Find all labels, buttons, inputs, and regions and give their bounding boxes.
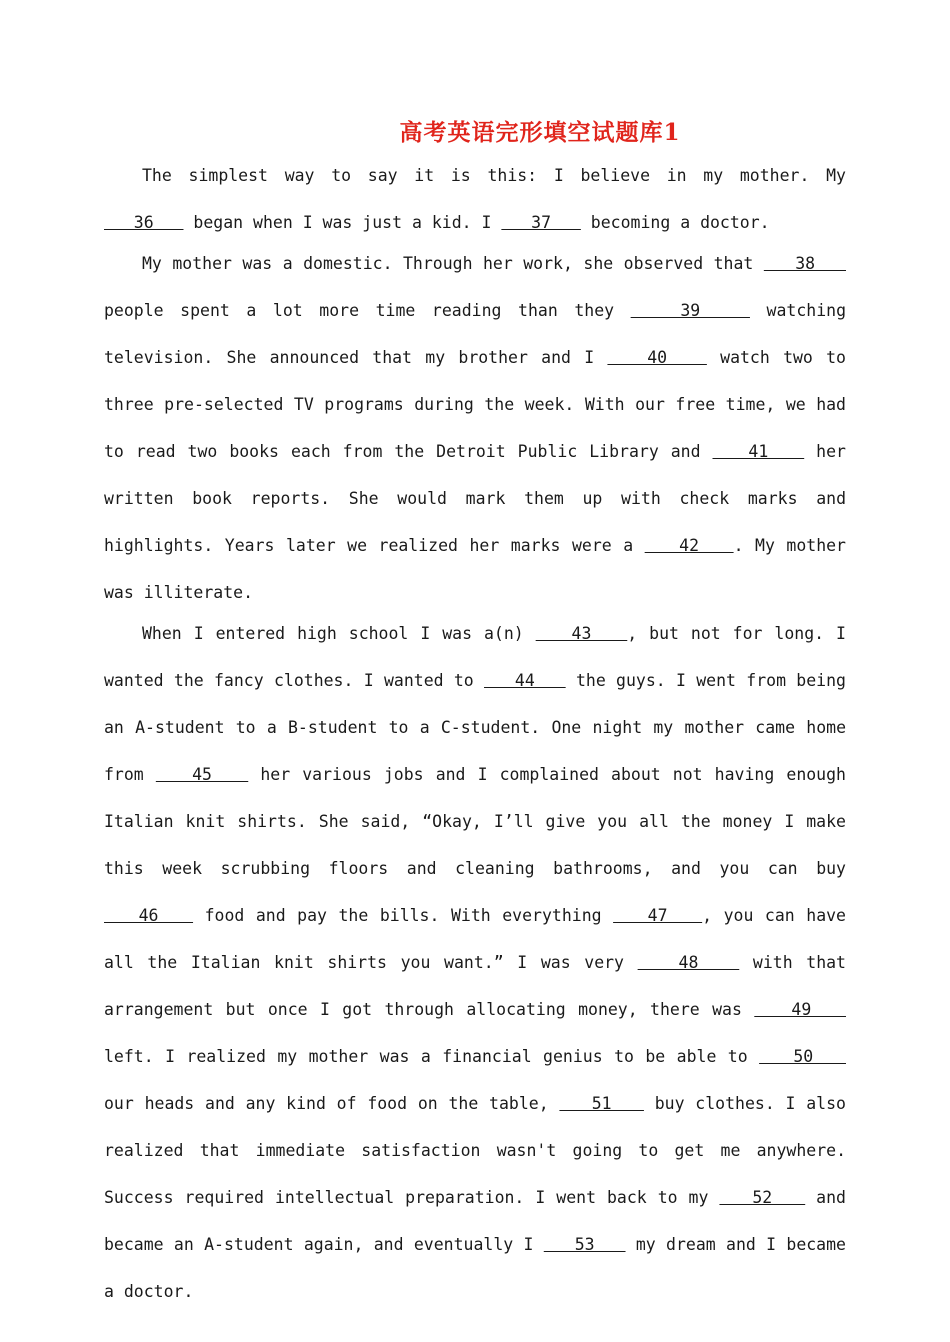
paragraph (104, 610, 846, 1315)
text-segment: buy clothes. I also realized that immediate satisfaction wasn't going to get me anywhere. Success required intellectual preparation. I went back to my (104, 1094, 846, 1207)
text-segment: left. I realized my mother was a financial genius to be able to (104, 1047, 760, 1066)
text-segment: and became an A-student again, and eventually I (104, 1188, 846, 1254)
answer-blank: 40 (607, 348, 707, 367)
answer-blank: 42 (644, 536, 734, 555)
answer-blank: 44 (484, 671, 566, 690)
text-segment: her written book reports. She would mark them up with check marks and highlights. Years later we realized her marks were a (104, 442, 846, 555)
text-segment: The simplest way to say it is this: I believe in my mother. My (142, 166, 846, 185)
answer-blank: 37 (501, 213, 581, 232)
page-title: 高考英语完形填空试题库1 (399, 119, 681, 146)
answer-blank: 50 (759, 1047, 846, 1066)
text-segment: watch two to three pre-selected TV programs during the week. With our free time, we had to read two books each from the Detroit Public Library and (104, 348, 846, 461)
text-segment: watching television. She announced that my brother and I (104, 301, 846, 367)
text-segment: , but not for long. I wanted the fancy clothes. I wanted to (104, 624, 846, 690)
answer-blank: 51 (559, 1094, 644, 1113)
answer-blank: 45 (155, 765, 249, 784)
text-segment: began when I was just a kid. I (183, 213, 502, 232)
answer-blank: 36 (104, 213, 184, 232)
text-segment: our heads and any kind of food on the table, (104, 1094, 560, 1113)
answer-blank: 47 (613, 906, 703, 925)
text-segment: When I entered high school I was a(n) (142, 624, 536, 643)
text-segment: , you can have all the Italian knit shirts you want.” I was very (104, 906, 846, 972)
text-segment: food and pay the bills. With everything (193, 906, 614, 925)
answer-blank: 38 (763, 254, 846, 273)
answer-blank: 48 (637, 953, 740, 972)
text-segment: My mother was a domestic. Through her work, she observed that (142, 254, 764, 273)
answer-blank: 49 (754, 1000, 846, 1019)
answer-blank: 52 (719, 1188, 806, 1207)
paragraph (104, 152, 846, 246)
text-segment: people spent a lot more time reading than they (104, 301, 631, 320)
answer-blank: 39 (630, 301, 750, 320)
text-segment: becoming a doctor. (580, 213, 770, 232)
answer-blank: 43 (535, 624, 628, 643)
answer-blank: 46 (104, 906, 194, 925)
text-segment: the guys. I went from being an A-student to a B-student to a C-student. One night my mother came home from (104, 671, 846, 784)
document-body (104, 152, 846, 1309)
text-segment: with that arrangement but once I got through allocating money, there was (104, 953, 846, 1019)
text-segment: . My mother was illiterate. (104, 536, 846, 602)
answer-blank: 53 (543, 1235, 626, 1254)
text-segment: my dream and I became a doctor. (104, 1235, 846, 1301)
text-segment: her various jobs and I complained about not having enough Italian knit shirts. She said, “Okay, I’ll give you all the money I make this week scrubbing floors and cleaning bathrooms, and you can buy (104, 765, 846, 878)
answer-blank: 41 (712, 442, 805, 461)
paragraph (104, 240, 846, 616)
